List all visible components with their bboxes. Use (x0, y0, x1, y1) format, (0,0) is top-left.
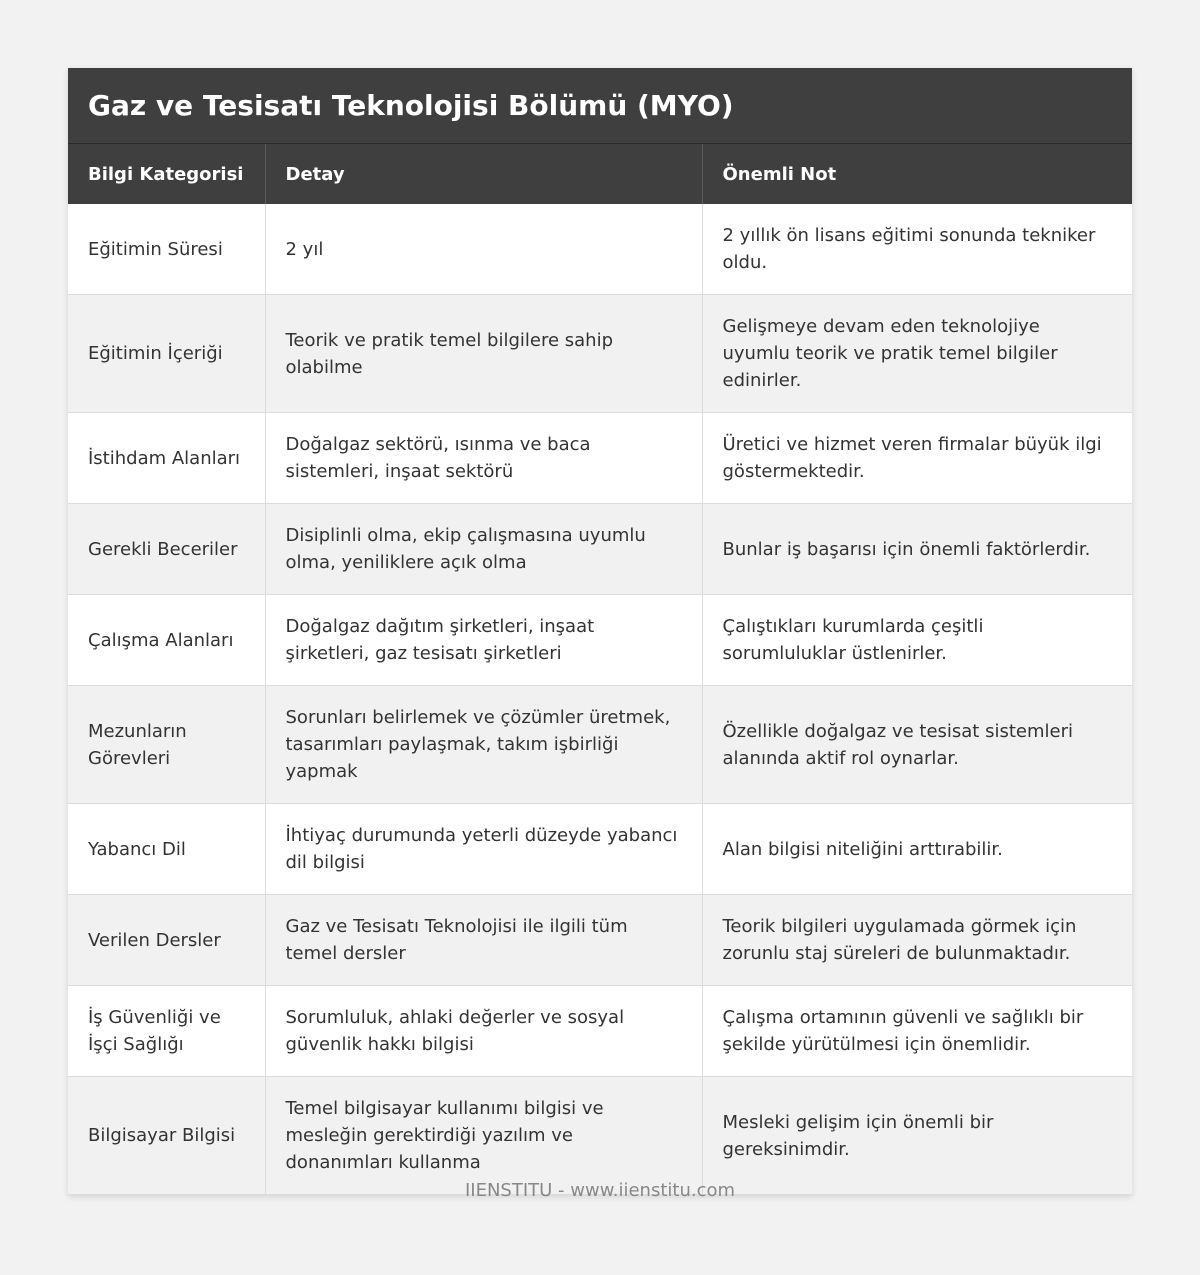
table-row (68, 295, 1132, 413)
cell-category: Eğitimin Süresi (68, 204, 265, 295)
cell-detail: Teorik ve pratik temel bilgilere sahip olabilme (265, 295, 702, 413)
cell-note: Alan bilgisi niteliğini arttırabilir. (702, 804, 1132, 895)
cell-note: Bunlar iş başarısı için önemli faktörlerdir. (702, 504, 1132, 595)
cell-detail: Temel bilgisayar kullanımı bilgisi ve mesleğin gerektirdiği yazılım ve donanımları kullanma (265, 1077, 702, 1195)
cell-detail: Disiplinli olma, ekip çalışmasına uyumlu olma, yeniliklere açık olma (265, 504, 702, 595)
table-row (68, 895, 1132, 986)
cell-note: Gelişmeye devam eden teknolojiye uyumlu teorik ve pratik temel bilgiler edinirler. (702, 295, 1132, 413)
cell-note: Özellikle doğalgaz ve tesisat sistemleri alanında aktif rol oynarlar. (702, 686, 1132, 804)
cell-detail: İhtiyaç durumunda yeterli düzeyde yabancı dil bilgisi (265, 804, 702, 895)
info-table-card (68, 68, 1132, 1195)
table-row (68, 595, 1132, 686)
footer-credit: IIENSTITU - www.iienstitu.com (464, 1180, 736, 1201)
table-row (68, 504, 1132, 595)
cell-note: Çalıştıkları kurumlarda çeşitli sorumluluklar üstlenirler. (702, 595, 1132, 686)
cell-category: Mezunların Görevleri (68, 686, 265, 804)
cell-note: 2 yıllık ön lisans eğitimi sonunda tekniker oldu. (702, 204, 1132, 295)
cell-category: İş Güvenliği ve İşçi Sağlığı (68, 986, 265, 1077)
cell-detail: 2 yıl (265, 204, 702, 295)
table-row (68, 204, 1132, 295)
cell-category: İstihdam Alanları (68, 413, 265, 504)
table-title: Gaz ve Tesisatı Teknolojisi Bölümü (MYO) (68, 68, 1132, 144)
cell-category: Verilen Dersler (68, 895, 265, 986)
cell-detail: Gaz ve Tesisatı Teknolojisi ile ilgili tüm temel dersler (265, 895, 702, 986)
cell-category: Bilgisayar Bilgisi (68, 1077, 265, 1195)
cell-category: Gerekli Beceriler (68, 504, 265, 595)
cell-category: Yabancı Dil (68, 804, 265, 895)
cell-note: Teorik bilgileri uygulamada görmek için zorunlu staj süreleri de bulunmaktadır. (702, 895, 1132, 986)
cell-category: Eğitimin İçeriği (68, 295, 265, 413)
table-row (68, 1077, 1132, 1195)
cell-detail: Doğalgaz sektörü, ısınma ve baca sistemleri, inşaat sektörü (265, 413, 702, 504)
cell-detail: Sorumluluk, ahlaki değerler ve sosyal güvenlik hakkı bilgisi (265, 986, 702, 1077)
table-header-row (68, 144, 1132, 204)
info-table (68, 144, 1132, 1195)
cell-detail: Sorunları belirlemek ve çözümler üretmek, tasarımları paylaşmak, takım işbirliği yapmak (265, 686, 702, 804)
table-row (68, 686, 1132, 804)
table-row (68, 804, 1132, 895)
cell-note: Mesleki gelişim için önemli bir gereksinimdir. (702, 1077, 1132, 1195)
column-header-note: Önemli Not (702, 144, 1132, 204)
cell-detail: Doğalgaz dağıtım şirketleri, inşaat şirketleri, gaz tesisatı şirketleri (265, 595, 702, 686)
cell-note: Çalışma ortamının güvenli ve sağlıklı bir şekilde yürütülmesi için önemlidir. (702, 986, 1132, 1077)
table-row (68, 986, 1132, 1077)
table-row (68, 413, 1132, 504)
column-header-category: Bilgi Kategorisi (68, 144, 265, 204)
column-header-detail: Detay (265, 144, 702, 204)
cell-category: Çalışma Alanları (68, 595, 265, 686)
cell-note: Üretici ve hizmet veren firmalar büyük ilgi göstermektedir. (702, 413, 1132, 504)
